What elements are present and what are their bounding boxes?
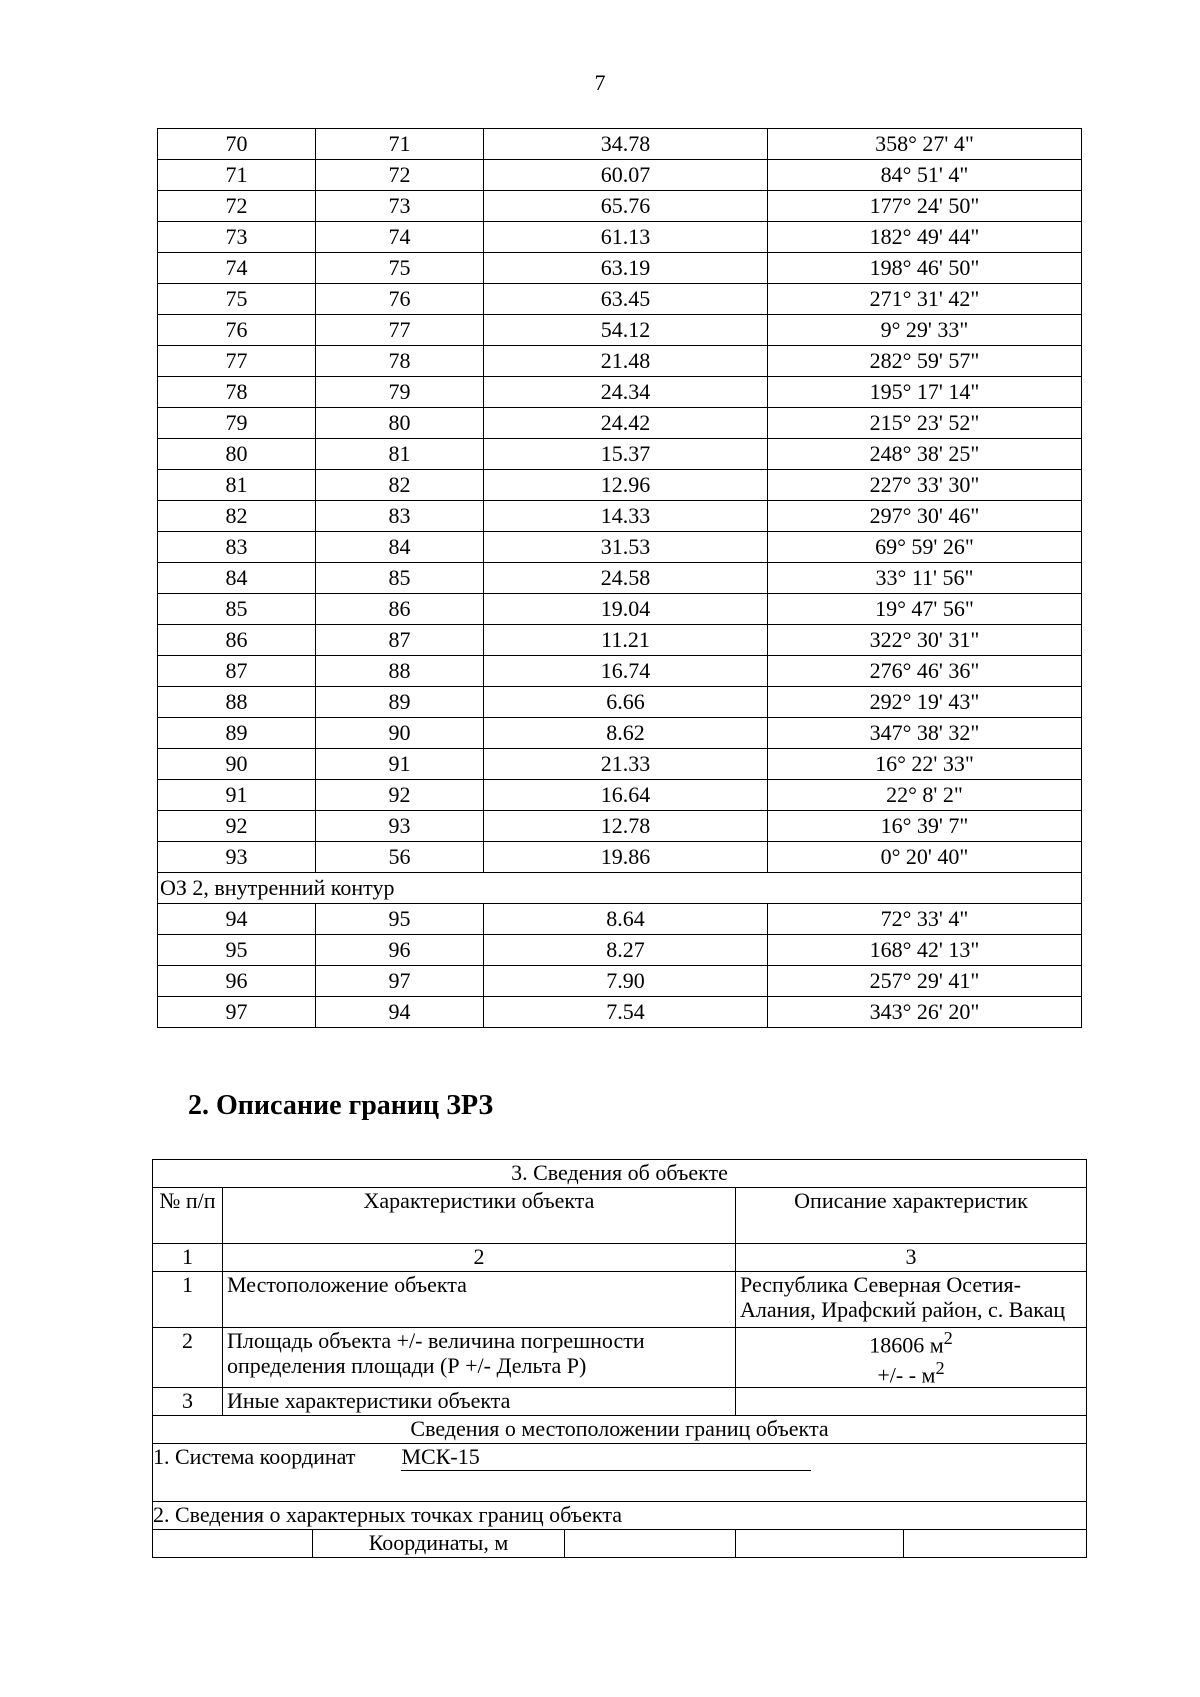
point-from: 87 — [158, 656, 316, 687]
point-to: 81 — [316, 439, 484, 470]
point-to: 71 — [316, 129, 484, 160]
distance: 8.27 — [484, 935, 768, 966]
bearing: 282° 59' 57" — [768, 346, 1082, 377]
point-from: 76 — [158, 315, 316, 346]
bearing: 248° 38' 25" — [768, 439, 1082, 470]
point-from: 81 — [158, 470, 316, 501]
point-to: 56 — [316, 842, 484, 873]
column-index: 1 — [153, 1244, 223, 1272]
distance: 24.42 — [484, 408, 768, 439]
distance: 16.64 — [484, 780, 768, 811]
point-to: 89 — [316, 687, 484, 718]
point-to: 75 — [316, 253, 484, 284]
table-row — [158, 687, 1082, 718]
bearing: 198° 46' 50" — [768, 253, 1082, 284]
distance: 12.96 — [484, 470, 768, 501]
page-number: 7 — [594, 70, 606, 95]
table-row — [158, 377, 1082, 408]
bearing: 292° 19' 43" — [768, 687, 1082, 718]
distance: 65.76 — [484, 191, 768, 222]
point-to: 76 — [316, 284, 484, 315]
point-to: 92 — [316, 780, 484, 811]
area-value: 18606 м — [869, 1332, 944, 1358]
table-row — [158, 439, 1082, 470]
bearing: 9° 29' 33" — [768, 315, 1082, 346]
point-from: 96 — [158, 966, 316, 997]
point-to: 72 — [316, 160, 484, 191]
point-to: 86 — [316, 594, 484, 625]
point-from: 89 — [158, 718, 316, 749]
table-row — [158, 532, 1082, 563]
bearing: 69° 59' 26" — [768, 532, 1082, 563]
distance: 7.90 — [484, 966, 768, 997]
point-from: 90 — [158, 749, 316, 780]
table-row — [158, 718, 1082, 749]
distance: 63.19 — [484, 253, 768, 284]
point-from: 79 — [158, 408, 316, 439]
bearing: 195° 17' 14" — [768, 377, 1082, 408]
empty-cell — [565, 1530, 736, 1558]
section-heading: 2. Описание границ ЗРЗ — [188, 1090, 494, 1121]
bearing: 0° 20' 40" — [768, 842, 1082, 873]
column-index: 3 — [736, 1244, 1087, 1272]
distance: 31.53 — [484, 532, 768, 563]
point-from: 92 — [158, 811, 316, 842]
point-to: 74 — [316, 222, 484, 253]
empty-cell — [904, 1530, 1087, 1558]
description-location: Республика Северная Осетия-Алания, Ирафский район, с. Вакац — [736, 1272, 1087, 1328]
distance: 11.21 — [484, 625, 768, 656]
bearing: 177° 24' 50" — [768, 191, 1082, 222]
area-unit-exponent: 2 — [943, 1328, 953, 1348]
point-to: 90 — [316, 718, 484, 749]
description-area — [736, 1328, 1087, 1388]
distance: 16.74 — [484, 656, 768, 687]
table-row — [158, 408, 1082, 439]
characteristic-area: Площадь объекта +/- величина погрешности определения площади (Р +/- Дельта Р) — [223, 1328, 736, 1388]
bearing: 215° 23' 52" — [768, 408, 1082, 439]
point-to: 88 — [316, 656, 484, 687]
bearing: 257° 29' 41" — [768, 966, 1082, 997]
point-from: 86 — [158, 625, 316, 656]
distance: 12.78 — [484, 811, 768, 842]
distance: 34.78 — [484, 129, 768, 160]
point-to: 95 — [316, 904, 484, 935]
coordinate-system-label: 1. Система координат — [153, 1444, 356, 1470]
distance: 61.13 — [484, 222, 768, 253]
point-to: 82 — [316, 470, 484, 501]
table-row — [158, 563, 1082, 594]
bearing: 271° 31' 42" — [768, 284, 1082, 315]
table-row — [158, 842, 1082, 873]
point-to: 84 — [316, 532, 484, 563]
distance: 24.58 — [484, 563, 768, 594]
point-to: 73 — [316, 191, 484, 222]
bearing: 33° 11' 56" — [768, 563, 1082, 594]
point-from: 74 — [158, 253, 316, 284]
contour-label-row — [158, 873, 1082, 904]
coordinate-system-row — [153, 1444, 1087, 1502]
point-from: 88 — [158, 687, 316, 718]
point-to: 78 — [316, 346, 484, 377]
point-from: 75 — [158, 284, 316, 315]
bearing-table — [157, 128, 1082, 1028]
bearing: 22° 8' 2" — [768, 780, 1082, 811]
table-row — [158, 594, 1082, 625]
bearing: 276° 46' 36" — [768, 656, 1082, 687]
bearing: 358° 27' 4" — [768, 129, 1082, 160]
table-row — [158, 749, 1082, 780]
bearing: 72° 33' 4" — [768, 904, 1082, 935]
table-row — [158, 253, 1082, 284]
table-row — [158, 501, 1082, 532]
table-row — [158, 780, 1082, 811]
bearing: 84° 51' 4" — [768, 160, 1082, 191]
bearing: 182° 49' 44" — [768, 222, 1082, 253]
table-row — [158, 935, 1082, 966]
bearing: 168° 42' 13" — [768, 935, 1082, 966]
table-row — [158, 129, 1082, 160]
point-to: 79 — [316, 377, 484, 408]
col-header-characteristics: Характеристики объекта — [223, 1188, 736, 1244]
table-row — [158, 625, 1082, 656]
area-error: +/- - м — [877, 1361, 936, 1387]
point-from: 97 — [158, 997, 316, 1028]
description-other — [736, 1388, 1087, 1416]
distance: 24.34 — [484, 377, 768, 408]
row-number: 3 — [153, 1388, 223, 1416]
coordinates-header: Координаты, м — [313, 1530, 565, 1558]
distance: 19.04 — [484, 594, 768, 625]
location-section-header: Сведения о местоположении границ объекта — [153, 1416, 1087, 1444]
bearing: 347° 38' 32" — [768, 718, 1082, 749]
point-from: 77 — [158, 346, 316, 377]
distance: 15.37 — [484, 439, 768, 470]
area-error-unit-exponent: 2 — [935, 1357, 945, 1378]
distance: 19.86 — [484, 842, 768, 873]
characteristic-location: Местоположение объекта — [223, 1272, 736, 1328]
bearing: 297° 30' 46" — [768, 501, 1082, 532]
table-row — [158, 904, 1082, 935]
bearing: 322° 30' 31" — [768, 625, 1082, 656]
point-from: 84 — [158, 563, 316, 594]
distance: 60.07 — [484, 160, 768, 191]
table-row — [158, 997, 1082, 1028]
bearing: 19° 47' 56" — [768, 594, 1082, 625]
empty-cell — [736, 1530, 904, 1558]
point-to: 85 — [316, 563, 484, 594]
point-to: 93 — [316, 811, 484, 842]
bearing: 227° 33' 30" — [768, 470, 1082, 501]
table-row — [158, 160, 1082, 191]
table-row — [158, 346, 1082, 377]
point-from: 78 — [158, 377, 316, 408]
col-header-number: № п/п — [153, 1188, 223, 1244]
point-to: 97 — [316, 966, 484, 997]
object-table-title: 3. Сведения об объекте — [153, 1160, 1087, 1188]
point-from: 83 — [158, 532, 316, 563]
points-section-label: 2. Сведения о характерных точках границ объекта — [153, 1502, 1087, 1530]
point-from: 82 — [158, 501, 316, 532]
table-row — [158, 191, 1082, 222]
point-to: 94 — [316, 997, 484, 1028]
distance: 14.33 — [484, 501, 768, 532]
table-row — [158, 811, 1082, 842]
bearing: 16° 39' 7" — [768, 811, 1082, 842]
col-header-description: Описание характеристик — [736, 1188, 1087, 1244]
row-number: 2 — [153, 1328, 223, 1388]
point-to: 77 — [316, 315, 484, 346]
bearing: 16° 22' 33" — [768, 749, 1082, 780]
point-from: 80 — [158, 439, 316, 470]
point-from: 93 — [158, 842, 316, 873]
distance: 8.64 — [484, 904, 768, 935]
point-from: 72 — [158, 191, 316, 222]
contour-label: ОЗ 2, внутренний контур — [158, 873, 1082, 904]
characteristic-other: Иные характеристики объекта — [223, 1388, 736, 1416]
empty-cell — [153, 1530, 313, 1558]
point-to: 87 — [316, 625, 484, 656]
point-from: 73 — [158, 222, 316, 253]
distance: 8.62 — [484, 718, 768, 749]
point-to: 80 — [316, 408, 484, 439]
column-index: 2 — [223, 1244, 736, 1272]
point-to: 91 — [316, 749, 484, 780]
point-to: 83 — [316, 501, 484, 532]
table-row — [158, 284, 1082, 315]
distance: 21.33 — [484, 749, 768, 780]
table-row — [158, 656, 1082, 687]
point-to: 96 — [316, 935, 484, 966]
coordinate-system-value: МСК-15 — [401, 1444, 811, 1470]
point-from: 94 — [158, 904, 316, 935]
distance: 21.48 — [484, 346, 768, 377]
table-row — [158, 315, 1082, 346]
point-from: 71 — [158, 160, 316, 191]
table-row — [158, 222, 1082, 253]
distance: 63.45 — [484, 284, 768, 315]
point-from: 85 — [158, 594, 316, 625]
point-from: 70 — [158, 129, 316, 160]
object-info-table — [152, 1159, 1087, 1558]
point-from: 91 — [158, 780, 316, 811]
table-row — [158, 966, 1082, 997]
point-from: 95 — [158, 935, 316, 966]
distance: 54.12 — [484, 315, 768, 346]
row-number: 1 — [153, 1272, 223, 1328]
distance: 7.54 — [484, 997, 768, 1028]
bearing: 343° 26' 20" — [768, 997, 1082, 1028]
table-row — [158, 470, 1082, 501]
distance: 6.66 — [484, 687, 768, 718]
